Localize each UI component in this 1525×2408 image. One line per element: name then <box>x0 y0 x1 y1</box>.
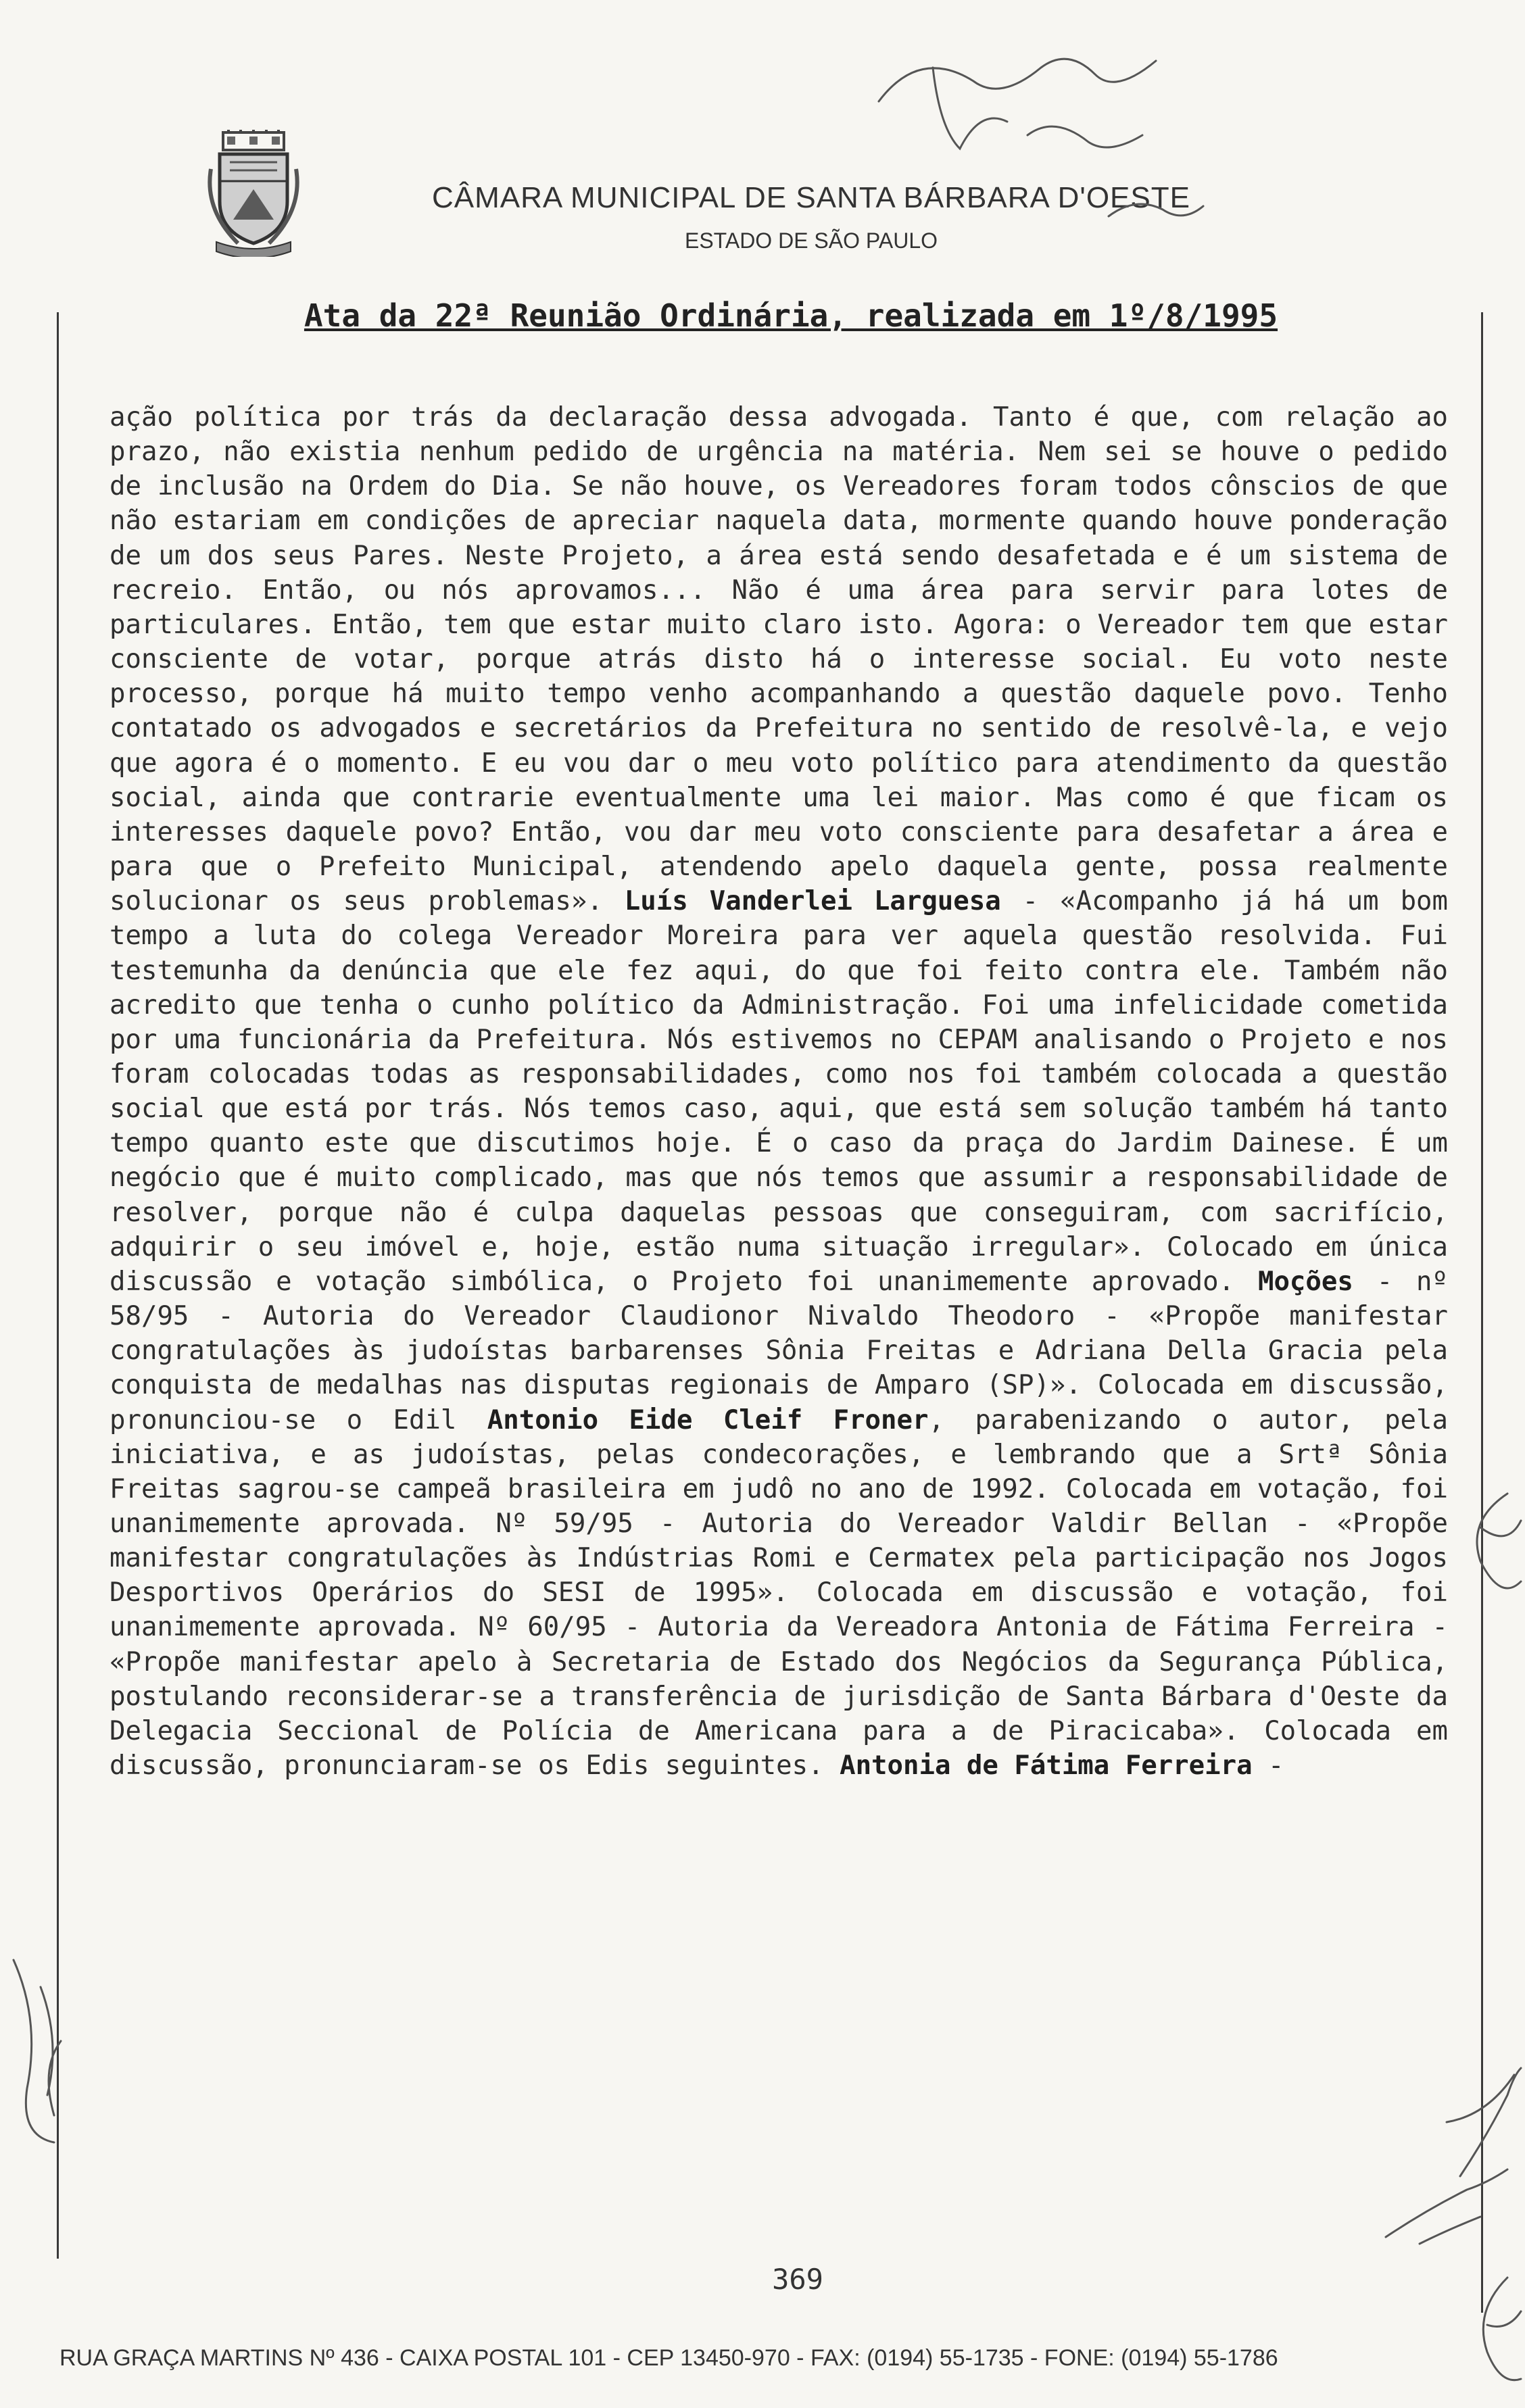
speaker-name: Moções <box>1257 1266 1353 1297</box>
body-text-run: - nº 58/95 - Autoria do Vereador Claudionor Nivaldo Theodoro - «Propõe manifestar congratulações às judoístas barbarenses Sônia Freitas e Adriana Della Gracia pela conquista de medalhas nas disputas regionais de Amparo (SP)». Colocada em discussão, pronunciou-se o Edil <box>110 1266 1448 1435</box>
body-text-run: - «Acompanho já há um bom tempo a luta do colega Vereador Moreira para ver aquela questão resolvida. Fui testemunha da denúncia que ele fez aqui, do que foi feito contra ele. Também não acredito que tenha o cunho político da Administração. Foi uma infelicidade cometida por uma funcionária da Prefeitura. Nós estivemos no CEPAM analisando o Projeto e nos foram colocadas todas as responsabilidades, como nos foi também colocada a questão social que está por trás. Nós temos caso, aqui, que está sem solução também há tanto tempo quanto este que discutimos hoje. É o caso da praça do Jardim Dainese. É um negócio que é muito complicado, mas que nós temos que assumir a responsabilidade de resolver, porque não é culpa daquelas pessoas que conseguiram, com sacrifício, adquirir o seu imóvel e, hoje, estão numa situação irregular». Colocado em única discussão e votação simbólica, o Projeto foi unanimemente aprovado. <box>110 886 1449 1297</box>
right-margin-rule <box>1481 312 1483 2313</box>
signature-margin-left-icon <box>0 1946 88 2163</box>
footer-address: RUA GRAÇA MARTINS Nº 436 - CAIXA POSTAL 101 - CEP 13450-970 - FAX: (0194) 55-1735 - FONE: (0194) 55-1786 <box>59 2345 1278 2371</box>
state-name: ESTADO DE SÃO PAULO <box>684 228 938 253</box>
left-margin-rule <box>57 312 59 2259</box>
municipal-coat-of-arms-icon <box>203 128 304 257</box>
speaker-name: Antonia de Fátima Ferreira <box>840 1750 1253 1782</box>
signature-margin-right-4-icon <box>1460 2271 1525 2406</box>
signature-margin-right-1-icon <box>1467 1487 1525 1622</box>
body-text-run: ação política por trás da declaração dessa advogada. Tanto é que, com relação ao prazo, não existia nenhum pedido de urgência na matéria. Nem sei se houve o pedido de inclusão na Ordem do Dia. Se não houve, os Vereadores foram todos cônscios de que não estariam em condições de apreciar naquela data, mormente quando houve ponderação de um dos seus Pares. Neste Projeto, a área está sendo desafetada e é um sistema de recreio. Então, ou nós aprovamos... Não é uma área para servir para lotes de particulares. Então, tem que estar muito claro isto. Agora: o Vereador tem que estar consciente de votar, porque atrás disto há o interesse social. Eu voto neste processo, porque há muito tempo venho acompanhando a questão daquele povo. Tenho contatado os advogados e secretários da Prefeitura no sentido de resolvê-la, e vejo que agora é o momento. E eu vou dar o meu voto político para atendimento da questão social, ainda que contrarie eventualmente uma lei maior. Mas como é que ficam os interesses daquele povo? Então, vou dar meu voto consciente para desafetar a área e para que o Prefeito Municipal, atendendo apelo daquela gente, possa realmente solucionar os seus problemas». <box>110 402 1448 917</box>
speaker-name: Luís Vanderlei Larguesa <box>624 886 1001 917</box>
page-number: 369 <box>772 2263 823 2296</box>
minutes-title: Ata da 22ª Reunião Ordinária, realizada em 1º/8/1995 <box>304 297 1278 334</box>
speaker-name: Antonio Eide Cleif Froner <box>487 1404 929 1435</box>
minutes-body <box>110 400 1448 1783</box>
institution-name: CÂMARA MUNICIPAL DE SANTA BÁRBARA D'OESTE <box>432 181 1190 214</box>
body-text-run: , parabenizando o autor, pela iniciativa, e as judoístas, pelas condecorações, e lembrando que a Srtª Sônia Freitas sagrou-se campeã brasileira em judô no ano de 1992. Colocada em votação, foi unanimemente aprovada. Nº 59/95 - Autoria do Vereador Valdir Bellan - «Propõe manifestar congratulações às Indústrias Romi e Cermatex pela participação nos Jogos Desportivos Operários do SESI de 1995». Colocada em discussão e votação, foi unanimemente aprovada. Nº 60/95 - Autoria da Vereadora Antonia de Fátima Ferreira - «Propõe manifestar apelo à Secretaria de Estado dos Negócios da Segurança Pública, postulando reconsiderar-se a transferência de jurisdição de Santa Bárbara d'Oeste da Delegacia Seccional de Polícia de Americana para a de Piracicaba». Colocada em discussão, pronunciaram-se os Edis seguintes. <box>110 1404 1448 1782</box>
body-text-run: - <box>1252 1750 1284 1782</box>
signature-margin-right-3-icon <box>1379 2163 1514 2271</box>
